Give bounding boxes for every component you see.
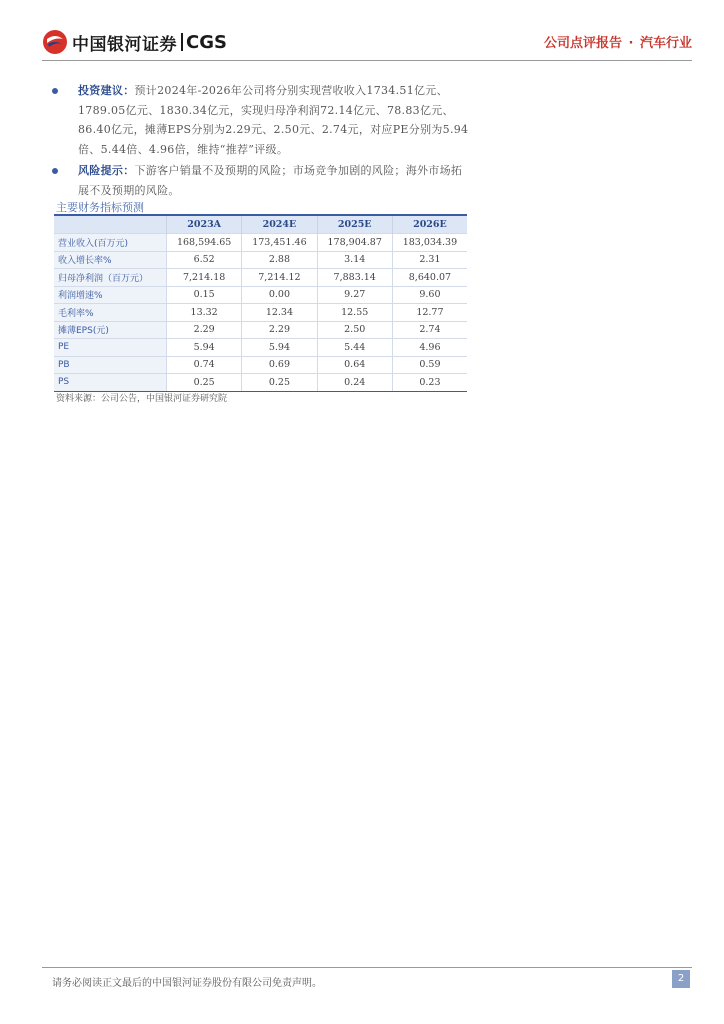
bullet-text: 预计2024年-2026年公司将分别实现营收收入1734.51亿元、1789.05亿元、1830.34亿元，实现归母净利润72.14亿元、78.83亿元、86.40亿元，摊薄EPS分别为2.29元、2.50元、2.74元，对应PE分别为5.94倍、5.44倍、4.96倍，维持“推荐”评级。 xyxy=(78,84,469,156)
table-cell: 2.31 xyxy=(392,251,467,269)
table-row xyxy=(54,374,467,392)
table-cell: 3.14 xyxy=(317,251,392,269)
table-cell: 0.74 xyxy=(167,356,242,374)
bullet-dot-icon xyxy=(52,168,58,174)
row-label: 营业收入(百万元) xyxy=(54,234,167,252)
table-cell: 2.50 xyxy=(317,321,392,339)
table-row xyxy=(54,286,467,304)
table-header-cell: 2025E xyxy=(317,215,392,234)
table-header-cell: 2026E xyxy=(392,215,467,234)
table-cell: 178,904.87 xyxy=(317,234,392,252)
table-header-cell: 2024E xyxy=(242,215,317,234)
logo-divider xyxy=(181,33,183,51)
row-label: 归母净利润（百万元） xyxy=(54,269,167,287)
table-cell: 7,883.14 xyxy=(317,269,392,287)
page-header xyxy=(42,28,692,56)
table-cell: 173,451.46 xyxy=(242,234,317,252)
row-label: 毛利率% xyxy=(54,304,167,322)
row-label: PB xyxy=(54,356,167,374)
table-row xyxy=(54,321,467,339)
table-cell: 12.77 xyxy=(392,304,467,322)
table-row xyxy=(54,251,467,269)
header-divider xyxy=(42,60,692,61)
bullet-text: 下游客户销量不及预期的风险；市场竞争加剧的风险；海外市场拓展不及预期的风险。 xyxy=(78,164,463,197)
table-cell: 0.00 xyxy=(242,286,317,304)
table-cell: 5.94 xyxy=(242,339,317,357)
table-cell: 5.44 xyxy=(317,339,392,357)
investment-advice-bullet xyxy=(52,81,472,159)
risk-warning-bullet xyxy=(52,161,472,200)
table-header-cell xyxy=(54,215,167,234)
row-label: PS xyxy=(54,374,167,392)
table-row xyxy=(54,269,467,287)
table-cell: 9.60 xyxy=(392,286,467,304)
table-cell: 0.15 xyxy=(167,286,242,304)
report-type: 公司点评报告 xyxy=(543,36,622,51)
table-cell: 2.29 xyxy=(167,321,242,339)
row-label: 摊薄EPS(元) xyxy=(54,321,167,339)
table-cell: 7,214.12 xyxy=(242,269,317,287)
table-cell: 12.55 xyxy=(317,304,392,322)
bullet-key: 风险提示： xyxy=(78,164,135,177)
table-cell: 6.52 xyxy=(167,251,242,269)
table-row xyxy=(54,234,467,252)
table-cell: 2.88 xyxy=(242,251,317,269)
table-title: 主要财务指标预测 xyxy=(56,201,144,214)
bullet-dot-icon xyxy=(52,88,58,94)
page-number: 2 xyxy=(672,970,690,988)
table-cell: 0.64 xyxy=(317,356,392,374)
table-cell: 5.94 xyxy=(167,339,242,357)
table-cell: 8,640.07 xyxy=(392,269,467,287)
table-row xyxy=(54,304,467,322)
footer-divider xyxy=(42,967,692,968)
table-cell: 4.96 xyxy=(392,339,467,357)
financial-forecast-table xyxy=(54,214,467,392)
summary-bullets xyxy=(52,81,472,202)
table-row xyxy=(54,356,467,374)
table-cell: 12.34 xyxy=(242,304,317,322)
bullet-key: 投资建议： xyxy=(78,84,135,97)
row-label: 收入增长率% xyxy=(54,251,167,269)
header-separator: · xyxy=(628,36,634,51)
row-label: 利润增速% xyxy=(54,286,167,304)
cgs-logo-icon xyxy=(42,29,68,55)
table-cell: 0.69 xyxy=(242,356,317,374)
report-type-label xyxy=(544,32,692,51)
table-cell: 0.25 xyxy=(167,374,242,392)
table-header-row xyxy=(54,215,467,234)
table-cell: 2.74 xyxy=(392,321,467,339)
table-header-cell: 2023A xyxy=(167,215,242,234)
table-cell: 9.27 xyxy=(317,286,392,304)
table-cell: 0.25 xyxy=(242,374,317,392)
table-cell: 0.24 xyxy=(317,374,392,392)
table-cell: 183,034.39 xyxy=(392,234,467,252)
table-cell: 168,594.65 xyxy=(167,234,242,252)
table-cell: 2.29 xyxy=(242,321,317,339)
table-cell: 0.23 xyxy=(392,374,467,392)
cgs-logo xyxy=(42,28,227,56)
footer-disclaimer: 请务必阅读正文最后的中国银河证券股份有限公司免责声明。 xyxy=(52,978,322,989)
logo-chinese-name: 中国银河证券 xyxy=(72,34,177,55)
industry-label: 汽车行业 xyxy=(639,36,692,51)
logo-english-name: CGS xyxy=(186,31,227,53)
table-cell: 7,214.18 xyxy=(167,269,242,287)
table-row xyxy=(54,339,467,357)
table-source-note: 资料来源：公司公告，中国银河证券研究院 xyxy=(56,394,228,404)
row-label: PE xyxy=(54,339,167,357)
table-cell: 0.59 xyxy=(392,356,467,374)
table-cell: 13.32 xyxy=(167,304,242,322)
